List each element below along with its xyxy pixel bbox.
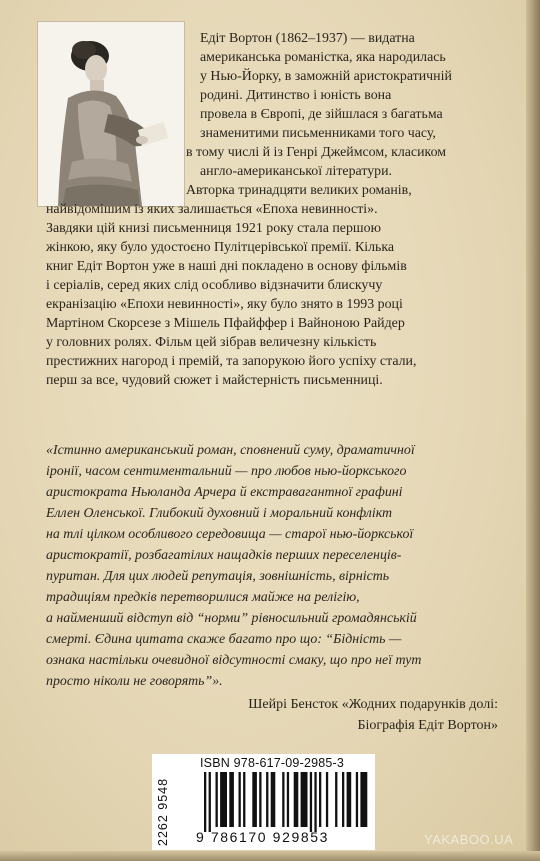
barcode-bar (266, 772, 268, 827)
bio-line: і серіалів, серед яких слід особливо відзначити блискучу (46, 278, 383, 293)
quote-line: просто ніколи не говорять”». (46, 674, 223, 689)
barcode-side-number: 2262 9548 (156, 777, 170, 846)
barcode-bar (294, 772, 299, 827)
bio-line: провела в Європі, де зійшлася з багатьма (200, 107, 443, 122)
barcode-bar (326, 772, 328, 827)
barcode-bar (252, 772, 257, 827)
attribution-line: Біографія Едіт Вортон» (357, 718, 498, 733)
barcode-bar (314, 772, 316, 832)
quote-line: традиціям предків перетворилися майже на релігію, (46, 590, 360, 605)
barcode-bar (282, 772, 284, 827)
barcode-bar (310, 772, 312, 832)
bio-line: Авторка тринадцяти великих романів, (186, 183, 412, 198)
book-bottom-edge (0, 851, 540, 861)
isbn-barcode (152, 754, 375, 850)
quote-line: «Істинно американський роман, сповнений суму, драматичної (46, 443, 415, 458)
quote-line: аристократії, розбагатілих нащадків перших переселенців- (46, 548, 402, 563)
barcode-bar (204, 772, 206, 832)
bio-line: престижних нагород і премій, та запорукою його успіху стали, (46, 354, 417, 369)
quote-line: смерті. Єдина цитата скаже багато про що: “Бідність — (46, 632, 402, 647)
barcode-bar (243, 772, 245, 827)
quote-line: а найменший відступ від “норми” рівносильний громадянській (46, 611, 417, 626)
quote-line: пуритан. Для цих людей репутація, зовнішність, вірність (46, 569, 390, 584)
author-portrait (38, 22, 184, 206)
bio-line: знаменитими письменниками того часу, (200, 126, 436, 141)
bio-line: родині. Дитинство і юність вона (200, 88, 392, 103)
barcode-bar (271, 772, 276, 827)
bio-line: Едіт Вортон (1862–1937) — видатна (200, 31, 415, 46)
bio-line: найвідомішим із яких залишається «Епоха невинності». (46, 202, 378, 217)
barcode-bar (239, 772, 241, 827)
bio-line: Мартіном Скорсезе з Мішель Пфайффер і Вайноною Райдер (46, 316, 405, 331)
bio-line: у Нью-Йорку, в заможній аристократичній (200, 69, 452, 84)
bio-line: англо-американської літератури. (200, 164, 393, 179)
bio-line: жінкою, яку було удостоєно Пулітцерівської премії. Кілька (46, 240, 395, 255)
attribution-line: Шейрі Бенсток «Жодних подарунків долі: (248, 697, 498, 712)
bio-line: американська романістка, яка народилась (200, 50, 446, 65)
quote-line: ознака настільки очевидної відсутності смаку, що про неї тут (46, 653, 422, 668)
barcode-bar (220, 772, 227, 827)
quote-line: на тлі цілком особливого середовища — старої нью-йоркської (46, 527, 414, 542)
watermark: YAKABOO.UA (424, 832, 514, 847)
barcode-bar (287, 772, 289, 827)
barcode-bar (319, 772, 321, 827)
barcode-bar (301, 772, 308, 827)
bio-line: книг Едіт Вортон уже в наші дні покладено в основу фільмів (46, 259, 407, 274)
bio-line: перш за все, чудовий сюжет і майстерність письменниці. (46, 373, 383, 388)
barcode-bar (360, 772, 367, 827)
barcode-bar (209, 772, 211, 832)
bio-line: у головних ролях. Фільм цей зібрав величезну кількість (46, 335, 377, 350)
bio-line: Завдяки цій книзі письменниця 1921 року стала першою (46, 221, 381, 236)
bio-line: в тому числі й із Генрі Джеймсом, класиком (186, 145, 447, 160)
quote-line: Еллен Оленської. Глибокий духовний і моральний конфлікт (46, 506, 393, 521)
barcode-bar (342, 772, 344, 827)
quote-line: іронії, часом сентиментальний — про любов нью-йоркського (46, 464, 407, 479)
barcode-bar (259, 772, 261, 827)
ean-number: 9 786170 929853 (196, 829, 329, 845)
isbn-label: ISBN 978-617-09-2985-3 (200, 756, 345, 770)
quote-line: аристократа Ньюланда Арчера й екстравагантної графині (46, 485, 403, 500)
barcode-bar (347, 772, 352, 827)
barcode-bar (335, 772, 337, 827)
barcode-bar (216, 772, 218, 827)
barcode-bar (356, 772, 358, 827)
bio-line: екранізацію «Епохи невинності», яку було знято в 1993 році (46, 297, 403, 312)
barcode-bar (229, 772, 234, 827)
book-right-edge (526, 0, 540, 861)
